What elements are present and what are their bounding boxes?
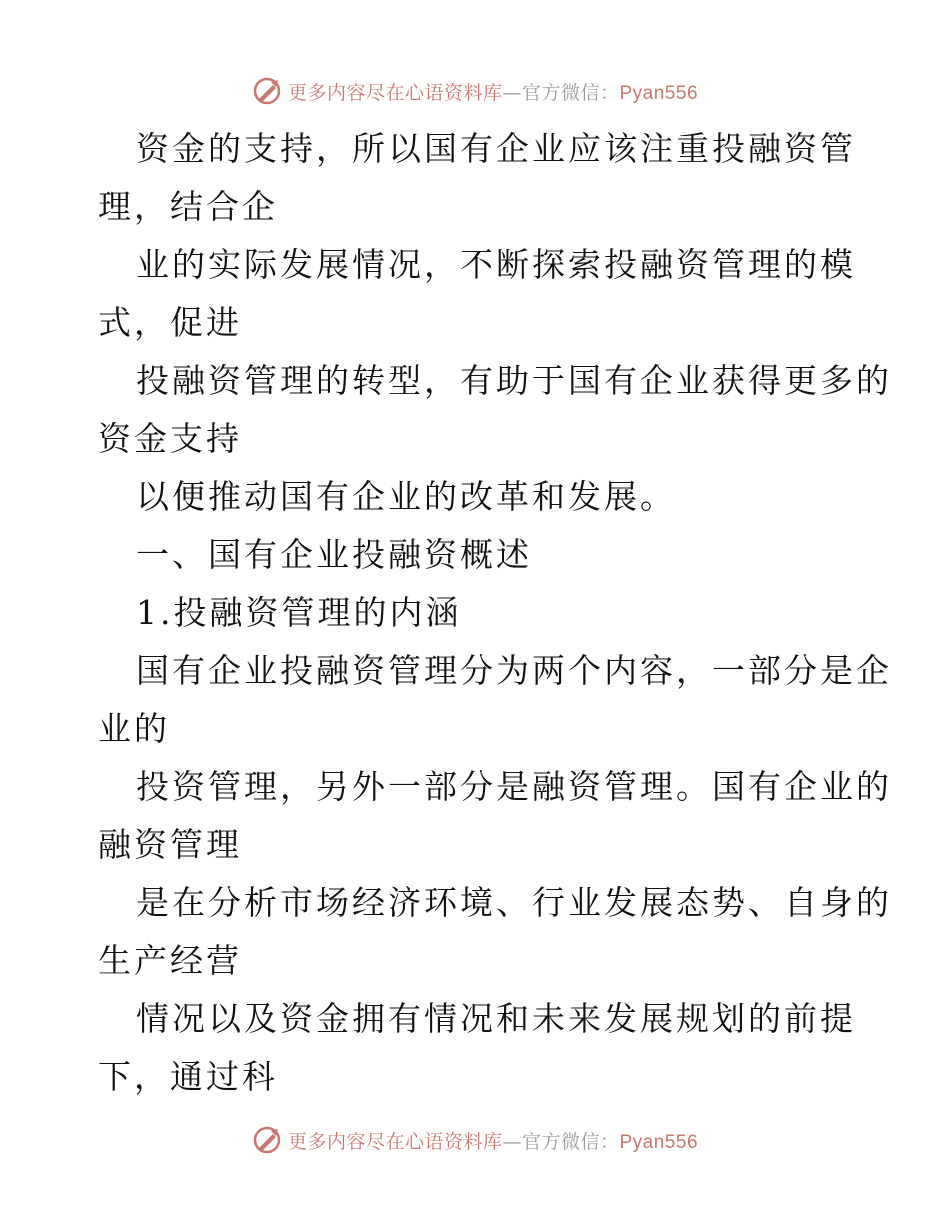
watermark-brand: 更多内容尽在心语资料库 xyxy=(287,1130,503,1153)
paragraph-line: 下，通过科 xyxy=(98,1057,278,1096)
paragraph-line: 业的实际发展情况，不断探索投融资管理的模 xyxy=(136,245,856,284)
paragraph-line: 式，促进 xyxy=(98,303,242,342)
paragraph-line: 融资管理 xyxy=(98,825,242,864)
document-body xyxy=(98,120,892,1106)
watermark-brand: 更多内容尽在心语资料库 xyxy=(287,81,503,104)
paragraph-line: 业的 xyxy=(98,709,170,748)
paragraph-line: 资金支持 xyxy=(98,419,242,458)
paragraph-line: 投融资管理的转型，有助于国有企业获得更多的 xyxy=(136,361,892,400)
watermark-dash: — xyxy=(502,1130,522,1153)
paragraph-line: 以便推动国有企业的改革和发展。 xyxy=(136,477,676,516)
paragraph-line: 理，结合企 xyxy=(98,187,278,226)
paragraph-line: 资金的支持，所以国有企业应该注重投融资管 xyxy=(136,129,856,168)
watermark-wechat-label: 官方微信： xyxy=(521,1130,620,1153)
section-heading: 一、国有企业投融资概述 xyxy=(136,535,532,574)
header-watermark xyxy=(0,74,950,108)
footer-watermark xyxy=(0,1123,950,1157)
watermark-wechat-label: 官方微信： xyxy=(521,81,620,104)
paragraph-line: 是在分析市场经济环境、行业发展态势、自身的 xyxy=(136,883,892,922)
quill-pen-logo-icon xyxy=(252,1125,282,1155)
watermark-dash: — xyxy=(502,81,522,104)
paragraph-line: 投资管理，另外一部分是融资管理。国有企业的 xyxy=(136,767,892,806)
paragraph-line: 生产经营 xyxy=(98,941,242,980)
watermark-wechat-id: Pyan556 xyxy=(619,82,699,104)
watermark-wechat-id: Pyan556 xyxy=(619,1131,699,1153)
subsection-heading: 1.投融资管理的内涵 xyxy=(136,593,462,632)
paragraph-line: 国有企业投融资管理分为两个内容，一部分是企 xyxy=(136,651,892,690)
paragraph-line: 情况以及资金拥有情况和未来发展规划的前提 xyxy=(136,999,856,1038)
watermark-text xyxy=(288,1127,698,1154)
quill-pen-logo-icon xyxy=(252,76,282,106)
watermark-text xyxy=(288,78,698,105)
